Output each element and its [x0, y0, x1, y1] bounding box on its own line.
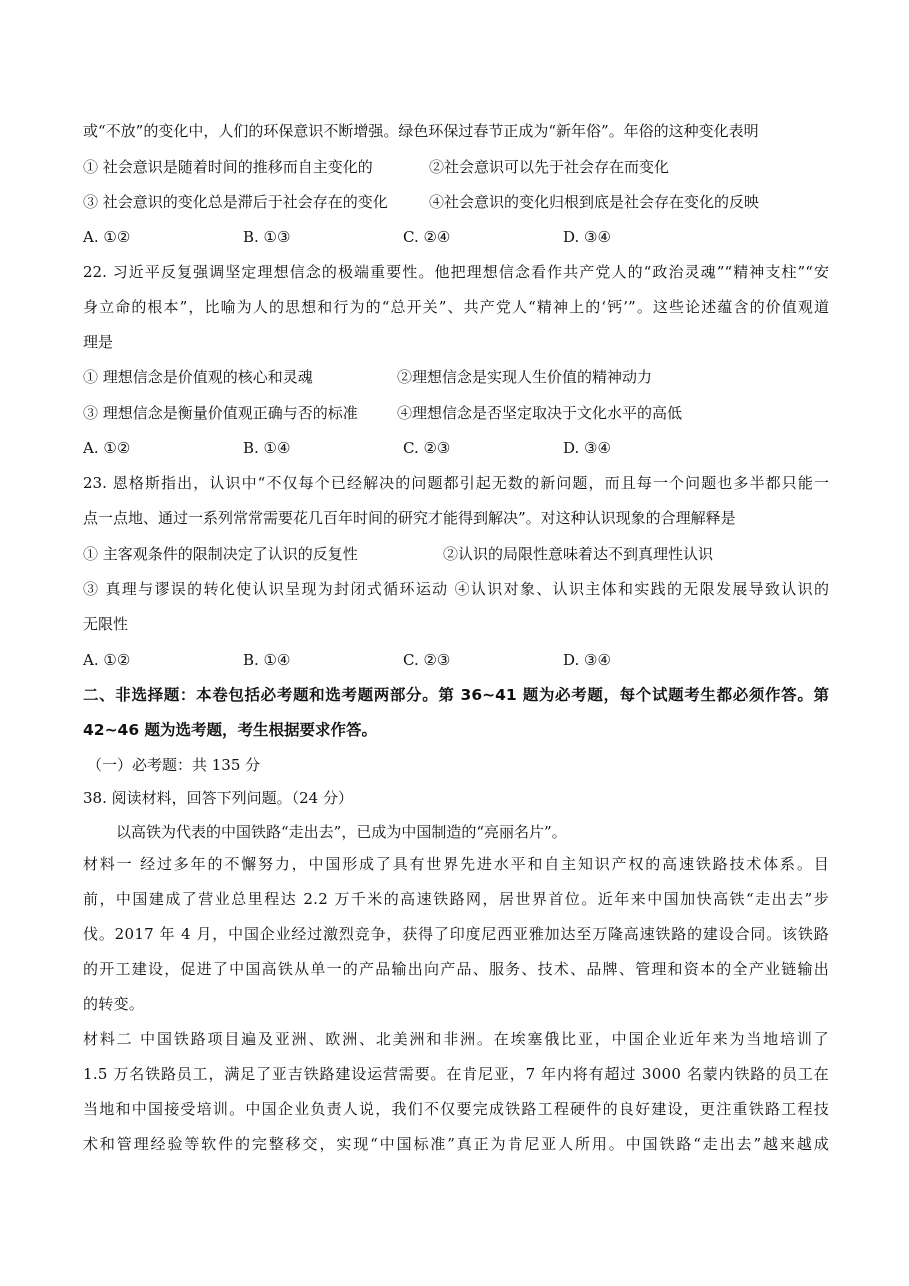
q21-statements-row-2	[83, 192, 829, 212]
q22-stem-line-2: 身立命的根本”，比喻为人的思想和行为的“总开关”、共产党人“精神上的‘钙’”。这些论述蕴含的价值观道	[83, 298, 829, 316]
q38-title: 38. 阅读材料，回答下列问题。（24 分）	[83, 789, 353, 807]
q22-choices	[83, 438, 829, 458]
q21-choices	[83, 227, 829, 247]
q21-statement-3: ③ 社会意识的变化总是滞后于社会存在的变化	[83, 193, 388, 211]
q22-statement-2: ②理想信念是实现人生价值的精神动力	[397, 368, 653, 386]
material-1-line: 的开工建设，促进了中国高铁从单一的产品输出向产品、服务、技术、品牌、管理和资本的全产业链输出	[83, 960, 829, 978]
q22-stem-line-3: 理是	[83, 333, 114, 351]
material-2-line: 1.5 万名铁路员工，满足了亚吉铁路建设运营需要。在肯尼亚，7 年内将有超过 3000 名蒙内铁路的员工在	[83, 1065, 829, 1083]
section-2-heading-line-2: 42~46 题为选考题，考生根据要求作答。	[83, 721, 378, 739]
q23-statement-4-tail: 无限性	[83, 615, 129, 633]
q22-statements-row-1	[83, 367, 829, 387]
q22-statement-1: ① 理想信念是价值观的核心和灵魂	[83, 368, 313, 386]
q21-stem-tail: 或“不放”的变化中，人们的环保意识不断增强。绿色环保过春节正成为“新年俗”。年俗的这种变化表明	[83, 122, 759, 140]
q23-statements-row-1	[83, 544, 829, 564]
q23-statements-3-4: ③ 真理与谬误的转化使认识呈现为封闭式循环运动 ④认识对象、认识主体和实践的无限发展导致认识的	[83, 580, 829, 598]
q23-choice-a: A. ①②	[83, 651, 131, 669]
required-questions-heading: （一）必考题：共 135 分	[87, 756, 261, 774]
q23-choice-c: C. ②③	[403, 651, 451, 669]
q23-statement-2: ②认识的局限性意味着达不到真理性认识	[443, 545, 714, 563]
q38-intro: 以高铁为代表的中国铁路“走出去”，已成为中国制造的“亮丽名片”。	[116, 823, 567, 841]
q22-statement-4: ④理想信念是否坚定取决于文化水平的高低	[397, 404, 683, 422]
q22-statements-row-2	[83, 403, 829, 423]
q23-choice-d: D. ③④	[563, 651, 611, 669]
q23-stem-line-1: 23. 恩格斯指出，认识中“不仅每个已经解决的问题都引起无数的新问题，而且每一个问题也多半都只能一	[83, 474, 829, 492]
q23-statement-1: ① 主客观条件的限制决定了认识的反复性	[83, 545, 358, 563]
q22-stem-line-1: 22. 习近平反复强调坚定理想信念的极端重要性。他把理想信念看作共产党人的“政治灵魂”“精神支柱”“安	[83, 263, 829, 281]
q21-choice-a: A. ①②	[83, 228, 131, 246]
q23-choice-b: B. ①④	[243, 651, 291, 669]
material-1-line: 前，中国建成了营业总里程达 2.2 万千米的高速铁路网，居世界首位。近年来中国加快高铁“走出去”步	[83, 890, 829, 908]
q23-stem-line-2: 点一点地、通过一系列常常需要花几百年时间的研究才能得到解决”。对这种认识现象的合理解释是	[83, 509, 736, 527]
q22-choice-a: A. ①②	[83, 439, 131, 457]
q23-choices	[83, 650, 829, 670]
q21-statement-1: ① 社会意识是随着时间的推移而自主变化的	[83, 158, 373, 176]
q21-statement-4: ④社会意识的变化归根到底是社会存在变化的反映	[429, 193, 760, 211]
q22-statement-3: ③ 理想信念是衡量价值观正确与否的标准	[83, 404, 358, 422]
q21-statement-2: ②社会意识可以先于社会存在而变化	[429, 158, 670, 176]
q22-choice-c: C. ②③	[403, 439, 451, 457]
material-1-line: 伐。2017 年 4 月，中国企业经过激烈竞争，获得了印度尼西亚雅加达至万隆高速铁路的建设合同。该铁路	[83, 925, 829, 943]
q21-choice-c: C. ②④	[403, 228, 451, 246]
material-2-line: 材料二 中国铁路项目遍及亚洲、欧洲、北美洲和非洲。在埃塞俄比亚，中国企业近年来为当地培训了	[83, 1030, 829, 1048]
material-2-line: 术和管理经验等软件的完整移交，实现“中国标准”真正为肯尼亚人所用。中国铁路“走出去”越来越成	[83, 1135, 829, 1153]
material-1-line: 的转变。	[83, 995, 145, 1013]
material-1-line: 材料一 经过多年的不懈努力，中国形成了具有世界先进水平和自主知识产权的高速铁路技术体系。目	[83, 855, 829, 873]
q21-choice-b: B. ①③	[243, 228, 291, 246]
q22-choice-b: B. ①④	[243, 439, 291, 457]
q21-statements-row-1	[83, 157, 829, 177]
q21-choice-d: D. ③④	[563, 228, 611, 246]
section-2-heading-line-1: 二、非选择题：本卷包括必考题和选考题两部分。第 36~41 题为必考题，每个试题考生都必须作答。第	[83, 686, 829, 704]
material-2-line: 当地和中国接受培训。中国企业负责人说，我们不仅要完成铁路工程硬件的良好建设，更注重铁路工程技	[83, 1100, 829, 1118]
q22-choice-d: D. ③④	[563, 439, 611, 457]
